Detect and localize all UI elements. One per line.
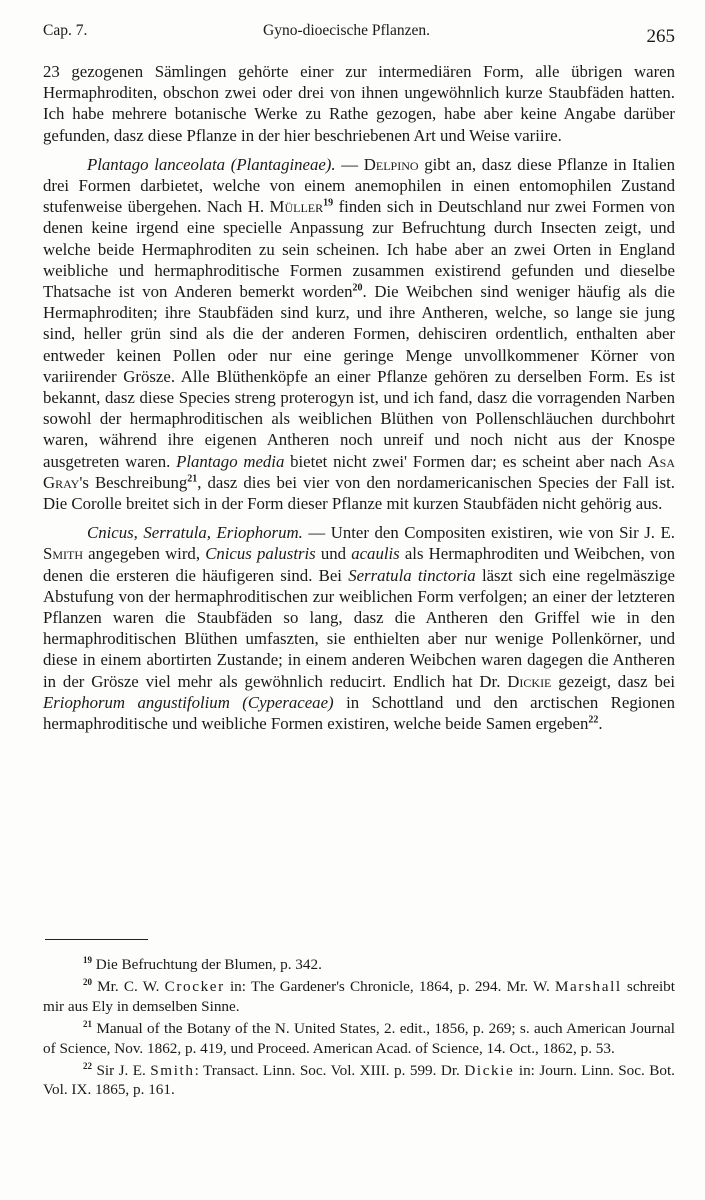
species-eriophorum: Eriophorum angustifolium (Cyperaceae): [43, 692, 334, 712]
author-mueller: Müller: [269, 197, 324, 217]
footnote-20: $^{20}$ Mr. C. W. Crocker in: The Gardener's Chronicle, 1864, p. 294. Mr. W. Marshall schreibt mir aus Ely in demselben Sinne.: [43, 977, 675, 1015]
author-marshall: Marshall: [554, 978, 622, 996]
author-crocker: Crocker: [164, 978, 225, 996]
footnote-ref-21: 21: [187, 473, 198, 485]
author-delpino: Delpino: [363, 154, 419, 174]
running-title: Gyno-dioecische Pflanzen.: [263, 22, 430, 39]
species-plantago-media: Plantago media: [176, 451, 285, 471]
footnote-22: $^{22}$ Sir J. E. Smith: Transact. Linn. Soc. Vol. XIII. p. 599. Dr. Dickie in: Journ. Linn. Soc. Bot. Vol. IX. 1865, p. 161.: [43, 1060, 675, 1099]
footnote-divider: [45, 939, 148, 940]
section-title-plantago: Plantago lanceolata (Plantagineae).: [87, 154, 336, 174]
page-header: [43, 22, 675, 52]
species-serratula: Serratula tinctoria: [348, 565, 476, 585]
footnote-21: $^{21}$ Manual of the Botany of the N. United States, 2. edit., 1856, p. 269; s. auch American Journal of Science, Nov. 1862, p. 419, und Proceed. American Acad. of Science, 14. Oct., 1862, p. 53.: [43, 1019, 675, 1057]
author-dickie: Dickie: [507, 671, 552, 691]
species-cnicus-palustris: Cnicus palustris: [205, 544, 316, 564]
footnote-19: $^{19}$ Die Befruchtung der Blumen, p. 342.: [83, 954, 322, 973]
author-asa-gray: Asa Gray: [43, 451, 675, 492]
paragraph-cnicus: Cnicus, Serratula, Eriophorum. — Unter den Compositen existiren, wie von Sir J. E. Smith angegeben wird, Cnicus palustris und acaulis als Hermaphroditen und Weibchen, von denen die ersteren die häufigeren sind. Bei Serratula tinctoria läszt sich eine regelmäszige Abstufung von der hermaphroditischen zur weiblichen Form verfolgen; an einer der letzteren Pflanzen waren die Staubfäden so lang, dasz die Antheren den Griffel wie in den hermaphroditischen Blüthen umfaszten, sie enthielten aber nur wenige Pollenkörner, und diese in einem abortirten Zustande; in einem anderen Weibchen waren dagegen die Antheren in der Grösze viel mehr als gewöhnlich reducirt. Endlich hat Dr. Dickie gezeigt, dasz bei Eriophorum angustifolium (Cyperaceae) in Schottland und den arctischen Regionen hermaphroditische und weibliche Formen existiren, welche beide Samen ergeben$^{22}$.: [43, 523, 676, 734]
footnote-number: 21: [83, 1019, 92, 1030]
footnote-ref-20: 20: [352, 282, 363, 294]
author-smith: Smith: [43, 544, 83, 564]
footnote-number: 22: [83, 1060, 92, 1071]
species-acaulis: acaulis: [351, 544, 400, 564]
section-title-cnicus: Cnicus, Serratula, Eriophorum.: [87, 523, 303, 543]
page-number: 265: [646, 26, 675, 47]
author-dickie: Dickie: [464, 1062, 515, 1080]
paragraph-continuation: 23 gezogenen Sämlingen gehörte einer zur intermediären Form, alle übrigen waren Hermaphroditen, obschon zwei oder drei von ihnen ungewöhnlich kurze Staubfäden hatten. Ich habe mehrere botanische Werke zu Rathe gezogen, habe aber keine Angabe darüber gefunden, dasz diese Pflanze in der hier beschriebenen Art und Weise variire.: [43, 62, 675, 145]
footnote-number: 20: [83, 977, 92, 988]
footnote-number: 19: [83, 954, 92, 965]
footnote-ref-22: 22: [588, 714, 599, 726]
footnote-ref-19: 19: [323, 197, 334, 209]
author-smith: Smith: [150, 1062, 195, 1080]
footnotes: [43, 955, 675, 1103]
paragraph-plantago: Plantago lanceolata (Plantagineae). — Delpino gibt an, dasz diese Pflanze in Italien drei Formen darbietet, welche von einem anemophilen in einen entomophilen Zustand stufenweise übergehen. Nach H. Müller$^{19}$ finden sich in Deutschland nur zwei Formen von denen keine irgend eine specielle Anpassung zur Befruchtung durch Insecten zeigt, und welche beide Hermaphroditen zu sein scheinen. Ich habe aber an zwei Orten in England weibliche und hermaphroditische Formen zusammen existirend gefunden und dieselbe Thatsache ist von Anderen bemerkt worden$^{20}$. Die Weibchen sind weniger häufig als die Hermaphroditen; ihre Staubfäden sind kurz, und ihre Antheren, welche, so lange sie jung sind, heller grün sind als die der anderen Formen, dehisciren ordentlich, enthalten aber entweder keinen Pollen oder nur eine geringe Menge unvollkommener Körner von variirender Grösze. Alle Blüthenköpfe an einer Pflanze gehören zu derselben Form. Es ist bekannt, dasz diese Species streng proterogyn ist, und ich fand, dasz die vorragenden Narben sowohl der hermaphroditischen als weiblichen Blüthen von Pollenschläuchen durchbohrt waren, während ihre eigenen Antheren noch unreif und noch nicht aus der Knospe ausgetreten waren. Plantago media bietet nicht zwei' Formen dar; es scheint aber nach Asa Gray's Beschreibung$^{21}$, dasz dies bei vier von den nordamericanischen Species der Fall ist. Die Corolle breitet sich in der Form dieser Pflanze mit kurzen Staubfäden nicht gehörig aus.: [43, 154, 676, 514]
chapter-label: Cap. 7.: [43, 22, 88, 39]
body-text: [43, 61, 675, 742]
